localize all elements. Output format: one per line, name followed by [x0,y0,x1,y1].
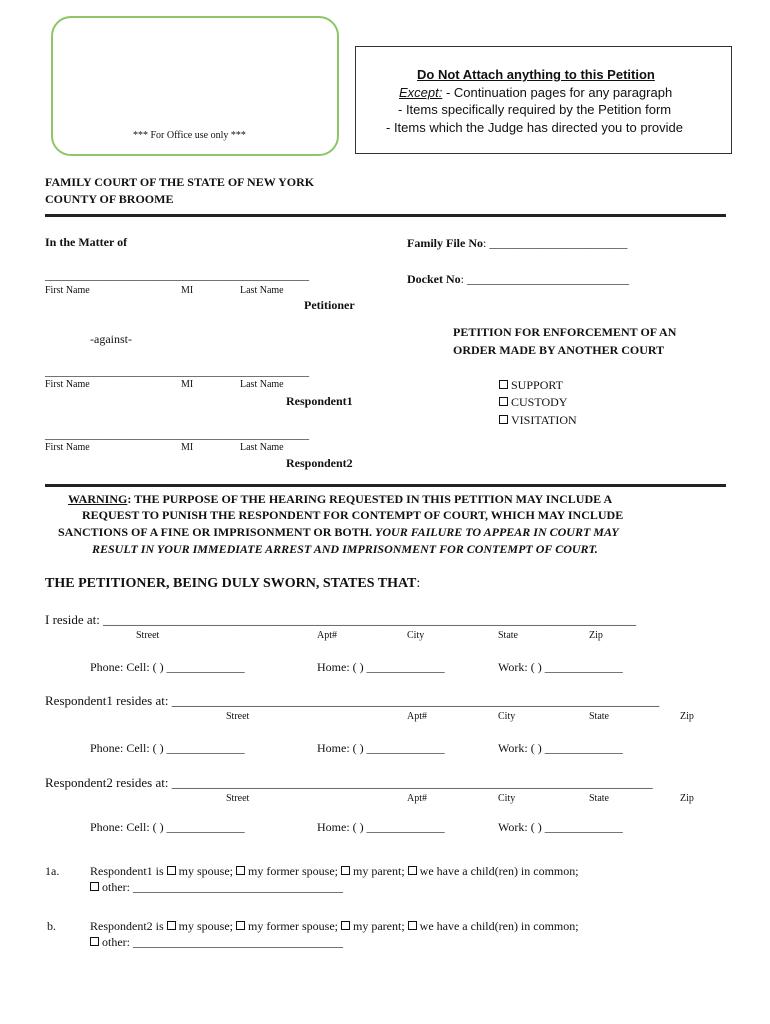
court-name: FAMILY COURT OF THE STATE OF NEW YORK [45,175,315,189]
against-label: -against- [90,332,132,346]
respondent1-city-label: City [498,711,516,722]
respondent1-home-phone[interactable]: Home: ( ) _____________ [317,741,445,755]
respondent2-relationship-options: Respondent2 is my spouse; my former spouse; my parent; we have a child(ren) in common; [90,919,579,933]
notice-line-1 [399,85,672,100]
r2-other-checkbox[interactable] [90,937,99,946]
respondent2-home-phone[interactable]: Home: ( ) _____________ [317,820,445,834]
respondent2-label: Respondent2 [286,456,353,470]
respondent2-last-name-label: Last Name [240,442,284,453]
respondent2-name-line[interactable]: ____________________________________________ [45,427,309,441]
respondent2-work-phone[interactable]: Work: ( ) _____________ [498,820,623,834]
warning-line-3: SANCTIONS OF A FINE OR IMPRISONMENT OR BOTH. YOUR FAILURE TO APPEAR IN COURT MAY [58,525,619,539]
respondent2-cell-phone[interactable]: Phone: Cell: ( ) _____________ [90,820,245,834]
respondent1-state-label: State [589,711,609,722]
court-county: COUNTY OF BROOME [45,192,174,206]
respondent1-mi-label: MI [181,379,194,390]
r2-former-spouse-checkbox[interactable] [236,921,245,930]
petitioner-city-label: City [407,630,425,641]
respondent1-relationship-options: Respondent1 is my spouse; my former spouse; my parent; we have a child(ren) in common; [90,864,579,878]
warning-line-1: WARNING: THE PURPOSE OF THE HEARING REQUESTED IN THIS PETITION MAY INCLUDE A [68,492,613,506]
support-checkbox[interactable] [499,380,508,389]
item-1a-label: 1a. [45,864,60,878]
heading-rule [45,214,726,217]
r2-child-common-checkbox[interactable] [408,921,417,930]
respondent1-apt-label: Apt# [407,711,427,722]
notice-line-2: - Items specifically required by the Petition form [398,102,672,117]
petition-title-line-2: ORDER MADE BY ANOTHER COURT [453,343,665,357]
respondent2-apt-label: Apt# [407,793,427,804]
caption-rule [45,484,726,487]
warning-line-2: REQUEST TO PUNISH THE RESPONDENT FOR CONTEMPT OF COURT, WHICH MAY INCLUDE [82,508,624,522]
family-file-no[interactable]: Family File No: _______________________ [407,236,628,250]
petitioner-name-line[interactable]: ____________________________________________ [45,268,309,282]
petitioner-apt-label: Apt# [317,630,337,641]
petitioner-cell-phone[interactable]: Phone: Cell: ( ) _____________ [90,660,245,674]
petition-title-line-1: PETITION FOR ENFORCEMENT OF AN [453,325,677,339]
r1-child-common-checkbox[interactable] [408,866,417,875]
attachment-notice-box [355,46,732,154]
visitation-checkbox[interactable] [499,415,508,424]
notice-except: Except: [399,85,443,100]
respondent2-state-label: State [589,793,609,804]
petitioner-mi-label: MI [181,285,194,296]
petitioner-work-phone[interactable]: Work: ( ) _____________ [498,660,623,674]
item-1b-label: b. [47,919,56,933]
sworn-statement-title: THE PETITIONER, BEING DULY SWORN, STATES THAT: [45,576,421,591]
office-use-label: *** For Office use only *** [133,130,246,141]
respondent1-zip-label: Zip [680,711,694,722]
option-custody[interactable]: CUSTODY [499,395,567,410]
respondent1-work-phone[interactable]: Work: ( ) _____________ [498,741,623,755]
respondent2-mi-label: MI [181,442,194,453]
respondent2-street-label: Street [226,793,250,804]
option-visitation[interactable]: VISITATION [499,413,577,428]
petitioner-street-label: Street [136,630,160,641]
respondent1-name-line[interactable]: ____________________________________________ [45,364,309,378]
notice-line-3: - Items which the Judge has directed you to provide [386,120,683,135]
respondent1-street-label: Street [226,711,250,722]
docket-no[interactable]: Docket No: ___________________________ [407,272,629,286]
r1-parent-checkbox[interactable] [341,866,350,875]
notice-title: Do Not Attach anything to this Petition [417,67,655,82]
respondent2-address-line[interactable]: Respondent2 resides at: __________________________________________________________________________ [45,775,653,790]
respondent2-first-name-label: First Name [45,442,90,453]
petitioner-label: Petitioner [304,298,355,312]
respondent1-label: Respondent1 [286,394,353,408]
r1-spouse-checkbox[interactable] [167,866,176,875]
option-support[interactable]: SUPPORT [499,378,563,393]
respondent1-other-option[interactable]: other: ___________________________________ [90,880,343,895]
r1-other-checkbox[interactable] [90,882,99,891]
petitioner-last-name-label: Last Name [240,285,284,296]
petitioner-state-label: State [498,630,518,641]
notice-except-text: - Continuation pages for any paragraph [442,85,673,100]
respondent1-last-name-label: Last Name [240,379,284,390]
warning-line-4: RESULT IN YOUR IMMEDIATE ARREST AND IMPRISONMENT FOR CONTEMPT OF COURT. [92,542,598,556]
r2-spouse-checkbox[interactable] [167,921,176,930]
respondent2-other-option[interactable]: other: ___________________________________ [90,935,343,950]
petitioner-home-phone[interactable]: Home: ( ) _____________ [317,660,445,674]
r1-former-spouse-checkbox[interactable] [236,866,245,875]
petitioner-first-name-label: First Name [45,285,90,296]
respondent1-address-line[interactable]: Respondent1 resides at: ___________________________________________________________________________ [45,693,660,708]
r2-parent-checkbox[interactable] [341,921,350,930]
respondent1-first-name-label: First Name [45,379,90,390]
respondent1-cell-phone[interactable]: Phone: Cell: ( ) _____________ [90,741,245,755]
in-the-matter-of: In the Matter of [45,235,128,249]
petitioner-zip-label: Zip [589,630,603,641]
respondent2-city-label: City [498,793,516,804]
petitioner-address-line[interactable]: I reside at: __________________________________________________________________________________ [45,612,637,627]
respondent2-zip-label: Zip [680,793,694,804]
custody-checkbox[interactable] [499,397,508,406]
